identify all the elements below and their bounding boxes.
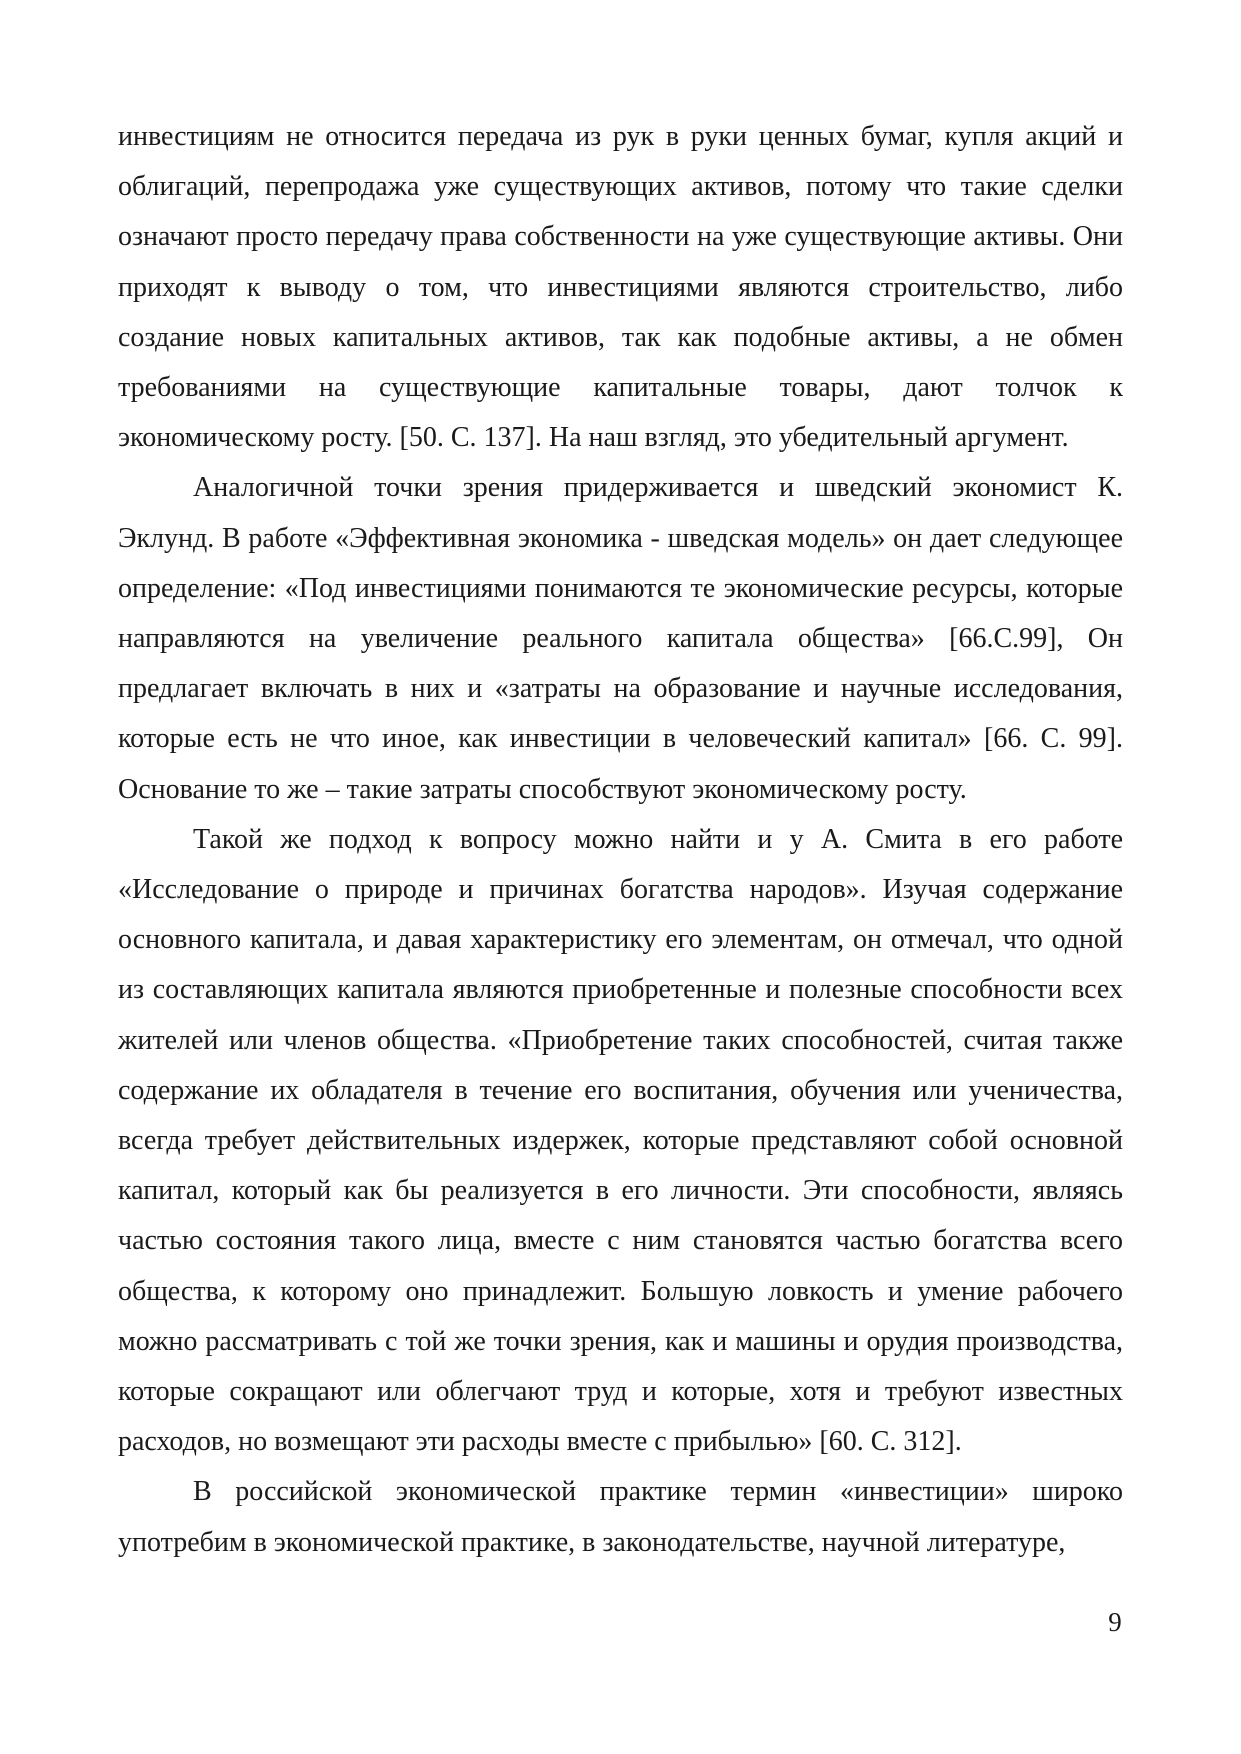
paragraph-2: Аналогичной точки зрения придерживается и шведский экономист К. Эклунд. В работе «Эффективная экономика - шведская модель» он дает следующее определение: «Под инвестициями понимаются те экономические ресурсы, которые направляются на увеличение реального капитала общества» [66.С.99], Он предлагает включать в них и «затраты на образование и научные исследования, которые есть не что иное, как инвестиции в человеческий капитал» [66. С. 99]. Основание то же – такие затраты способствуют экономическому росту.: [118, 472, 1123, 805]
paragraph-1: инвестициям не относится передача из рук в руки ценных бумаг, купля акций и облигаций, перепродажа уже существующих активов, потому что такие сделки означают просто передачу права собственности на уже существующие активы. Они приходят к выводу о том, что инвестициями являются строительство, либо создание новых капитальных активов, так как подобные активы, а не обмен требованиями на существующие капитальные товары, дают толчок к экономическому росту. [50. С. 137]. На наш взгляд, это убедительный аргумент.: [118, 121, 1123, 454]
paragraph-3: Такой же подход к вопросу можно найти и у А. Смита в его работе «Исследование о природе и причинах богатства народов». Изучая содержание основного капитала, и давая характеристику его элементам, он отмечал, что одной из составляющих капитала являются приобретенные и полезные способности всех жителей или членов общества. «Приобретение таких способностей, считая также содержание их обладателя в течение его воспитания, обучения или ученичества, всегда требует действительных издержек, которые представляют собой основной капитал, который как бы реализуется в его личности. Эти способности, являясь частью состояния такого лица, вместе с ним становятся частью богатства всего общества, к которому оно принадлежит. Большую ловкость и умение рабочего можно рассматривать с той же точки зрения, как и машины и орудия производства, которые сокращают или облегчают труд и которые, хотя и требуют известных расходов, но возмещают эти расходы вместе с прибылью» [60. С. 312].: [118, 823, 1123, 1458]
page-number: 9: [1108, 1607, 1122, 1637]
paragraph-4: В российской экономической практике термин «инвестиции» широко употребим в экономической практике, в законодательстве, научной литературе,: [118, 1476, 1123, 1558]
page-body: [118, 112, 1123, 1568]
